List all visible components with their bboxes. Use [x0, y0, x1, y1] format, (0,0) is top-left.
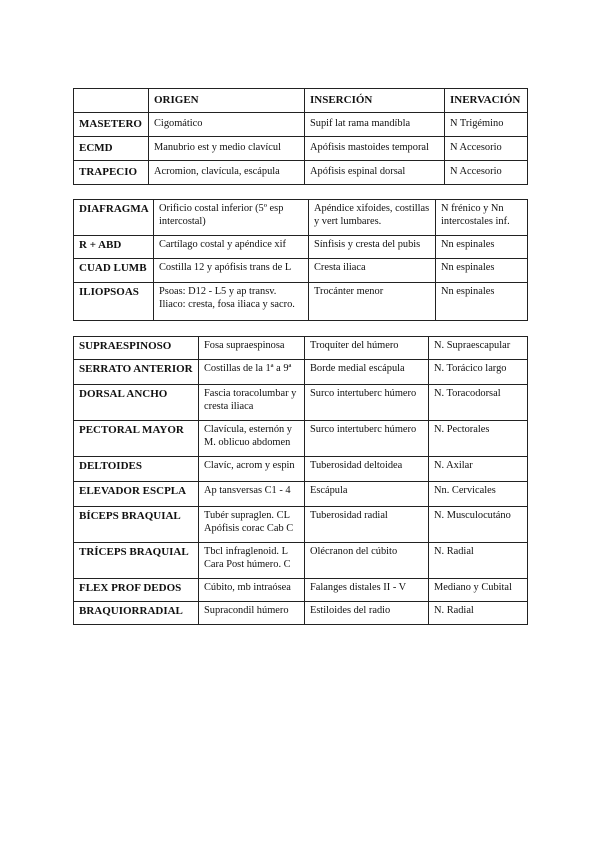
- cell-insercion: Escápula: [305, 482, 429, 507]
- cell-insercion: Estiloides del radio: [305, 602, 429, 625]
- table-row: [74, 543, 528, 579]
- table-row: [74, 337, 528, 360]
- table-row: [74, 507, 528, 543]
- table-row: [74, 385, 528, 421]
- table-row: [74, 421, 528, 457]
- muscle-name: MASETERO: [74, 113, 149, 137]
- header-origen: ORIGEN: [149, 89, 305, 113]
- muscle-name: FLEX PROF DEDOS: [74, 579, 199, 602]
- muscle-name: R + ABD: [74, 236, 154, 259]
- cell-inervacion: N Accesorio: [445, 137, 528, 161]
- table-trunk: [73, 199, 528, 321]
- header-insercion: INSERCIÓN: [305, 89, 445, 113]
- cell-origen: Costillas de la 1ª a 9ª: [199, 360, 305, 385]
- table-upper-limb: [73, 336, 528, 625]
- header-empty: [74, 89, 149, 113]
- cell-inervacion: Nn espinales: [436, 236, 528, 259]
- cell-inervacion: N. Radial: [429, 543, 528, 579]
- header-inervacion: INERVACIÓN: [445, 89, 528, 113]
- cell-inervacion: N. Pectorales: [429, 421, 528, 457]
- table-row: [74, 482, 528, 507]
- table-row: [74, 236, 528, 259]
- table-row: [74, 161, 528, 185]
- cell-inervacion: Mediano y Cubital: [429, 579, 528, 602]
- table-row: [74, 360, 528, 385]
- cell-inervacion: N Trigémino: [445, 113, 528, 137]
- table-row: [74, 602, 528, 625]
- muscle-name: TRÍCEPS BRAQUIAL: [74, 543, 199, 579]
- cell-inervacion: N. Torácico largo: [429, 360, 528, 385]
- cell-insercion: Tuberosidad radial: [305, 507, 429, 543]
- cell-insercion: Cresta iliaca: [309, 259, 436, 283]
- cell-insercion: Olécranon del cúbito: [305, 543, 429, 579]
- table-row: [74, 113, 528, 137]
- table-head-neck: [73, 88, 528, 185]
- cell-origen: Fosa supraespinosa: [199, 337, 305, 360]
- cell-origen: Cigomático: [149, 113, 305, 137]
- cell-origen: Clavícula, esternón y M. oblicuo abdomen: [199, 421, 305, 457]
- cell-insercion: Sínfisis y cresta del pubis: [309, 236, 436, 259]
- cell-origen: Fascia toracolumbar y cresta iliaca: [199, 385, 305, 421]
- cell-origen: Clavíc, acrom y espin: [199, 457, 305, 482]
- cell-inervacion: Nn espinales: [436, 283, 528, 321]
- muscle-name: BRAQUIORRADIAL: [74, 602, 199, 625]
- cell-insercion: Tuberosidad deltoidea: [305, 457, 429, 482]
- cell-inervacion: Nn espinales: [436, 259, 528, 283]
- table-row: [74, 200, 528, 236]
- muscle-name: CUAD LUMB: [74, 259, 154, 283]
- cell-insercion: Surco intertuberc húmero: [305, 385, 429, 421]
- muscle-name: BÍCEPS BRAQUIAL: [74, 507, 199, 543]
- table-row: [74, 137, 528, 161]
- cell-origen: Psoas: D12 - L5 y ap transv. Iliaco: cresta, fosa iliaca y sacro.: [154, 283, 309, 321]
- muscle-name: SERRATO ANTERIOR: [74, 360, 199, 385]
- cell-insercion: Trocánter menor: [309, 283, 436, 321]
- cell-inervacion: N. Radial: [429, 602, 528, 625]
- table-row: [74, 259, 528, 283]
- cell-inervacion: N Accesorio: [445, 161, 528, 185]
- cell-origen: Tubér supraglen. CL Apófisis corac Cab C: [199, 507, 305, 543]
- muscle-name: TRAPECIO: [74, 161, 149, 185]
- muscle-name: DELTOIDES: [74, 457, 199, 482]
- muscle-name: SUPRAESPINOSO: [74, 337, 199, 360]
- cell-origen: Costilla 12 y apófisis trans de L: [154, 259, 309, 283]
- cell-insercion: Supif lat rama mandíbla: [305, 113, 445, 137]
- table-row: [74, 579, 528, 602]
- cell-origen: Acromion, clavícula, escápula: [149, 161, 305, 185]
- cell-origen: Ap tansversas C1 - 4: [199, 482, 305, 507]
- muscle-name: ILIOPSOAS: [74, 283, 154, 321]
- cell-inervacion: N frénico y Nn intercostales inf.: [436, 200, 528, 236]
- muscle-name: DORSAL ANCHO: [74, 385, 199, 421]
- cell-origen: Cartílago costal y apéndice xif: [154, 236, 309, 259]
- muscle-name: ECMD: [74, 137, 149, 161]
- cell-origen: Supracondil húmero: [199, 602, 305, 625]
- table-row: [74, 283, 528, 321]
- cell-inervacion: Nn. Cervicales: [429, 482, 528, 507]
- cell-origen: Orificio costal inferior (5º esp intercostal): [154, 200, 309, 236]
- cell-insercion: Borde medial escápula: [305, 360, 429, 385]
- cell-insercion: Apéndice xifoides, costillas y vert lumbares.: [309, 200, 436, 236]
- cell-inervacion: N. Axilar: [429, 457, 528, 482]
- cell-inervacion: N. Toracodorsal: [429, 385, 528, 421]
- muscle-name: PECTORAL MAYOR: [74, 421, 199, 457]
- table-header-row: [74, 89, 528, 113]
- table-row: [74, 457, 528, 482]
- cell-insercion: Apófisis mastoides temporal: [305, 137, 445, 161]
- cell-origen: Tbcl infraglenoid. L Cara Post húmero. C: [199, 543, 305, 579]
- cell-origen: Cúbito, mb intraósea: [199, 579, 305, 602]
- cell-insercion: Surco intertuberc húmero: [305, 421, 429, 457]
- cell-insercion: Troquíter del húmero: [305, 337, 429, 360]
- muscle-name: ELEVADOR ESCPLA: [74, 482, 199, 507]
- cell-inervacion: N. Supraescapular: [429, 337, 528, 360]
- muscle-name: DIAFRAGMA: [74, 200, 154, 236]
- cell-inervacion: N. Musculocutáno: [429, 507, 528, 543]
- cell-origen: Manubrio est y medio clavícul: [149, 137, 305, 161]
- cell-insercion: Falanges distales II - V: [305, 579, 429, 602]
- cell-insercion: Apófisis espinal dorsal: [305, 161, 445, 185]
